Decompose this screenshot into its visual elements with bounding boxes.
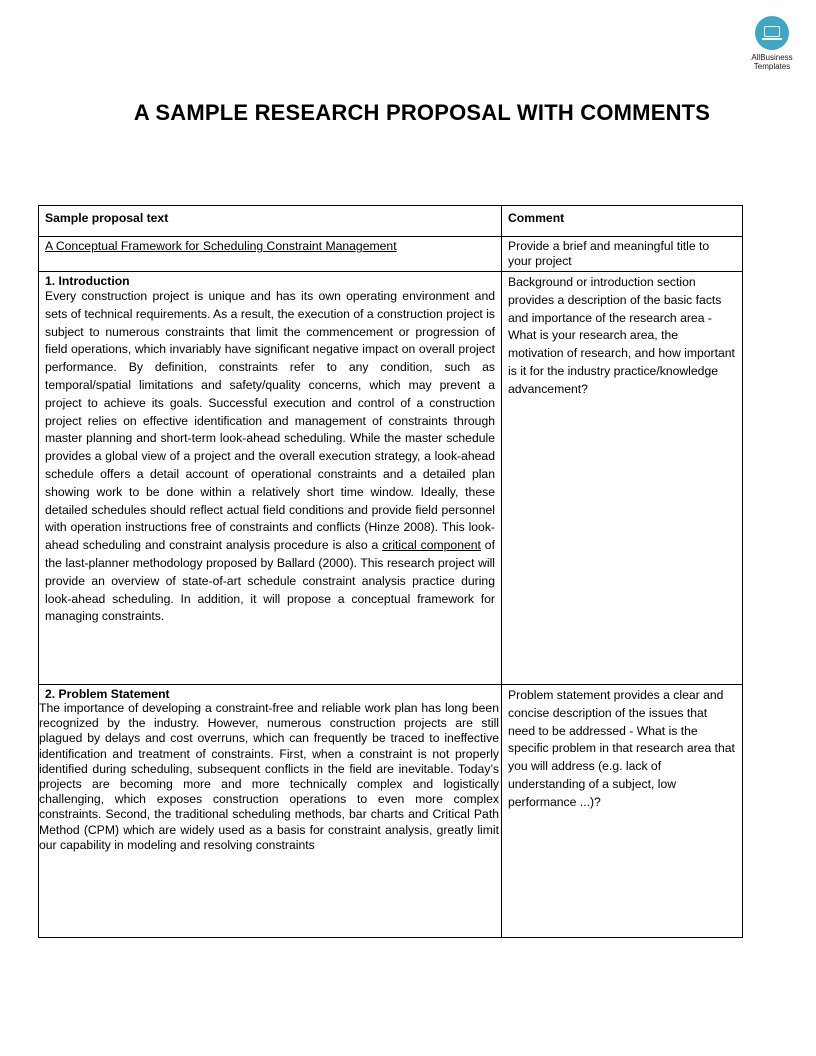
table-row-introduction: [39, 272, 743, 685]
problem-cell: [39, 685, 502, 938]
header-comment: Comment: [502, 206, 743, 237]
comment-title-cell: Provide a brief and meaningful title to your project: [502, 237, 743, 272]
proposal-title-cell: [39, 237, 502, 272]
proposal-table: [38, 205, 743, 938]
laptop-icon: [755, 16, 789, 50]
introduction-text-part-2: of the last-planner methodology proposed by Ballard (2000). This research project will provide an overview of state-of-art schedule constraint analysis practice during look-ahead scheduling. In addition, it will propose a conceptual framework for managing constraints.: [45, 538, 495, 624]
page-title: A SAMPLE RESEARCH PROPOSAL WITH COMMENTS: [133, 100, 711, 125]
introduction-text: [45, 288, 495, 626]
table-row-problem: [39, 685, 743, 938]
proposal-title: A Conceptual Framework for Scheduling Constraint Management: [45, 239, 397, 253]
logo-line-1: AllBusiness: [751, 53, 793, 62]
introduction-text-part-1: Every construction project is unique and has its own operating environment and sets of technical requirements. As a result, the execution of a construction project is subject to numerous constraints that limit the commencement or progression of field operations, which invariably have significant negative impact on overall project performance. By definition, constraints refer to any condition, such as temporal/spatial limitations and safety/quality concerns, which may prevent a project to achieve its goals. Successful execution and control of a construction project relies on effective identification and management of constraints through master planning and short-term look-ahead scheduling. While the master schedule provides a global view of a project and the overall execution strategy, a look-ahead schedule offers a detail account of operational constraints and a detailed plan showing work to be done within a relatively short time window. Ideally, these detailed schedules should reflect actual field conditions and provide field personnel with operation instructions free of constraints and conflicts (Hinze 2008). This look-ahead scheduling and constraint analysis procedure is also a: [45, 289, 495, 553]
problem-text: The importance of developing a constraint-free and reliable work plan has long been recognized by the industry. However, numerous construction projects are still plagued by delays and cost overruns, which can frequently be traced to ineffective identification and treatment of constraints. First, when a constraint is not properly identified during scheduling, subsequent conflicts in the field are inevitable. Today’s projects are becoming more and more technically complex and logistically challenging, which exposes construction operations to even more complex constraints. Second, the traditional scheduling methods, bar charts and Critical Path Method (CPM) which are widely used as a basis for constraint analysis, greatly limit our capability in modeling and resolving constraints: [39, 701, 499, 852]
introduction-heading: 1. Introduction: [45, 274, 130, 288]
introduction-cell: [39, 272, 502, 685]
introduction-comment: Background or introduction section provides a description of the basic facts and importance of the research area - What is your research area, the motivation of research, and how important is it for the industry practice/knowledge advancement?: [502, 272, 743, 685]
header-proposal: Sample proposal text: [39, 206, 502, 237]
logo-text: [748, 53, 796, 71]
allbusiness-templates-logo: [748, 16, 796, 71]
problem-comment: Problem statement provides a clear and concise description of the issues that need to be addressed - What is the specific problem in that research area that you will address (e.g. lack of understanding of a subject, low performance ...)?: [502, 685, 743, 938]
critical-component-link[interactable]: critical component: [382, 538, 481, 553]
logo-line-2: Templates: [753, 62, 791, 71]
table-header-row: [39, 206, 743, 237]
problem-heading: 2. Problem Statement: [45, 687, 170, 701]
table-row-title: [39, 237, 743, 272]
